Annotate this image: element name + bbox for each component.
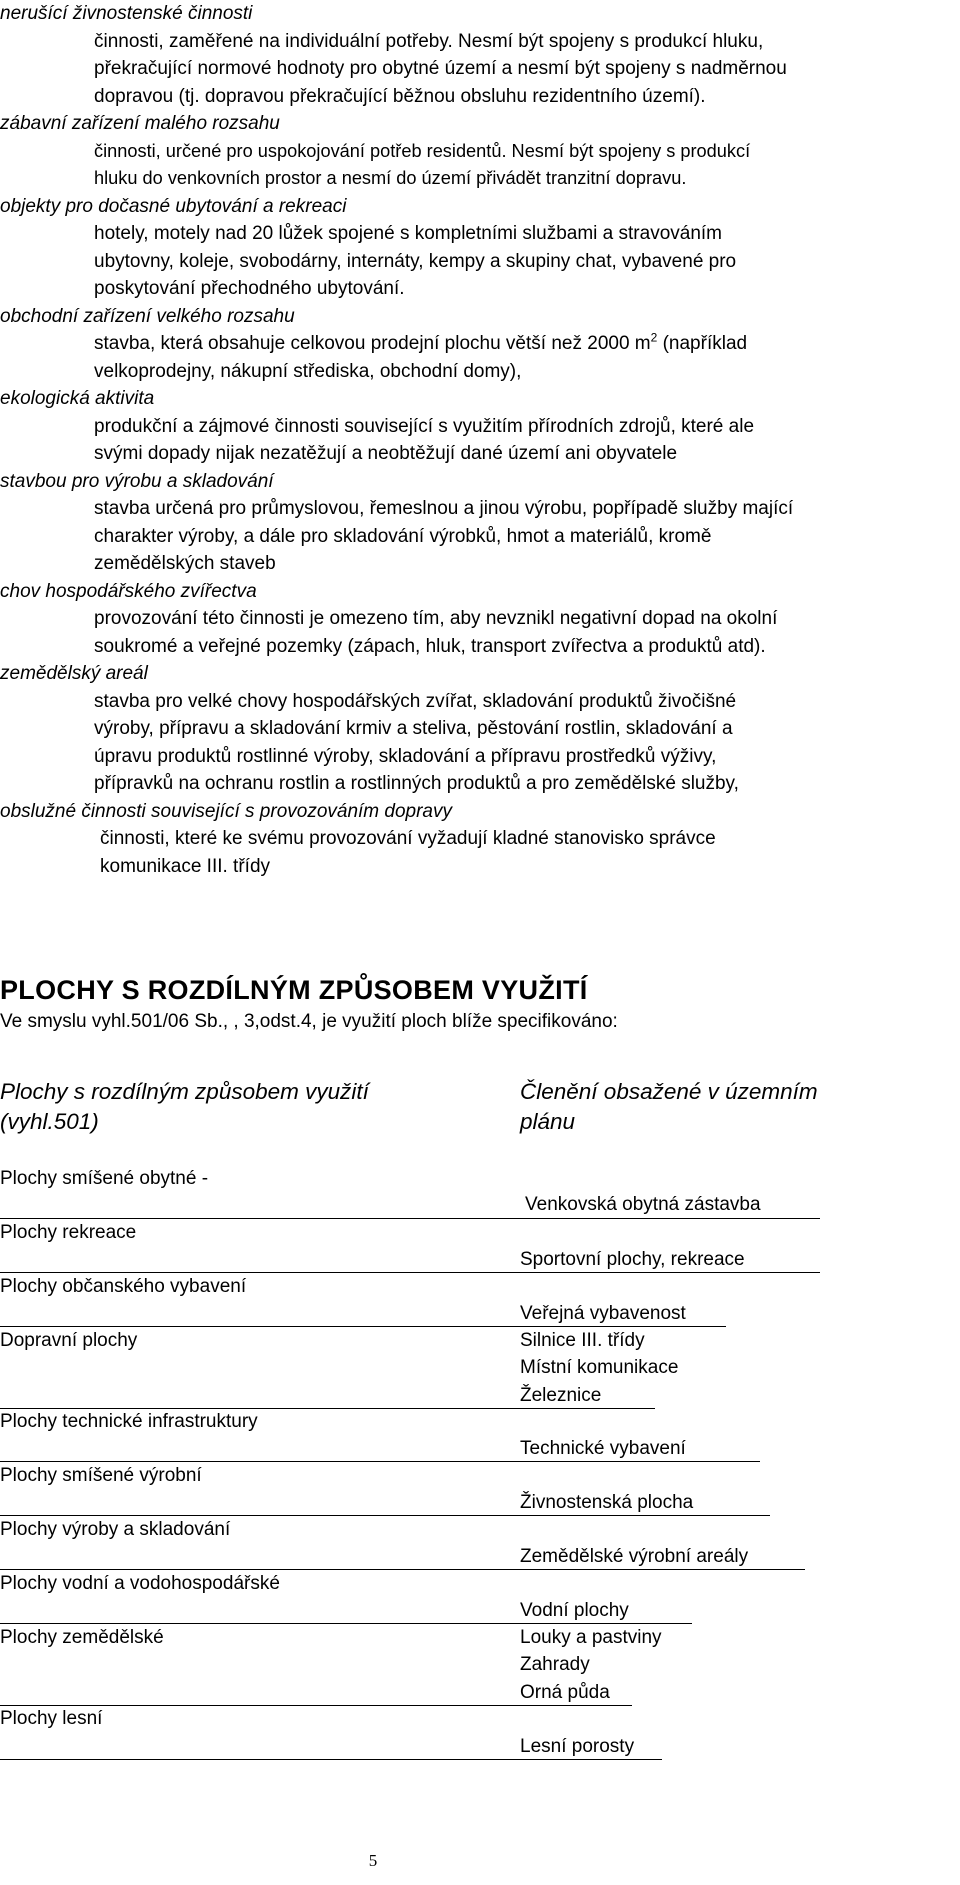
table-cell-right: Železnice [520, 1385, 602, 1406]
definition-text: činnosti, určené pro uspokojování potřeb residentů. Nesmí být spojeny s produkcí [94, 140, 751, 161]
definition-text-part: stavba, která obsahuje celkovou prodejní plochu větší než 2000 m [94, 333, 651, 354]
table-cell-left: Plochy občanského vybavení [0, 1276, 247, 1297]
definition-term: obslužné činnosti související s provozováním dopravy [0, 800, 453, 822]
table-cell-left: Plochy smíšené obytné - [0, 1168, 209, 1189]
definition-text: zemědělských staveb [94, 553, 276, 574]
column-heading-line: plánu [520, 1109, 576, 1134]
column-heading-line: Členění obsažené v územním [520, 1079, 818, 1104]
table-cell-left: Plochy smíšené výrobní [0, 1465, 202, 1486]
definition-term: ekologická aktivita [0, 388, 155, 409]
table-cell-right: Zahrady [520, 1654, 590, 1675]
definition-text: ubytovny, koleje, svobodárny, internáty, kempy a skupiny chat, vybavené pro [94, 250, 737, 272]
definition-term: obchodní zařízení velkého rozsahu [0, 305, 295, 327]
table-cell-right: Technické vybavení [520, 1438, 686, 1459]
definition-text [0, 330, 960, 358]
row-divider [0, 1623, 692, 1624]
definition-text: hluku do venkovních prostor a nesmí do území přivádět tranzitní dopravu. [94, 168, 687, 188]
definition-text: produkční a zájmové činnosti související s využitím přírodních zdrojů, které ale [94, 415, 755, 437]
table-cell-right: Veřejná vybavenost [520, 1303, 686, 1324]
definition-text: činnosti, které ke svému provozování vyžadují kladné stanovisko správce [100, 828, 716, 849]
table-cell-right: Louky a pastviny [520, 1627, 662, 1648]
row-divider [0, 1515, 770, 1516]
table-cell-left: Plochy technické infrastruktury [0, 1411, 258, 1432]
definition-text: svými dopady nijak nezatěžují a neobtěžují dané území ani obyvatele [94, 443, 678, 464]
superscript: 2 [650, 330, 658, 345]
table-cell-right: Silnice III. třídy [520, 1330, 645, 1351]
table-cell-right: Orná půda [520, 1682, 610, 1703]
row-divider [0, 1569, 805, 1570]
row-divider [0, 1759, 662, 1760]
definition-text: stavba pro velké chovy hospodářských zvířat, skladování produktů živočišné [94, 690, 737, 712]
definition-text: charakter výroby, a dále pro skladování výrobků, hmot a materiálů, kromě [94, 525, 712, 547]
section-heading: PLOCHY S ROZDÍLNÝM ZPŮSOBEM VYUŽITÍ [0, 975, 588, 1005]
definition-text: hotely, motely nad 20 lůžek spojené s kompletními službami a stravováním [94, 223, 723, 244]
definition-text: dopravou (tj. dopravou překračující běžnou obsluhu rezidentního území). [94, 85, 706, 107]
table-cell-right: Venkovská obytná zástavba [525, 1194, 761, 1215]
definition-text: přípravků na ochranu rostlin a rostlinných produktů a pro zemědělské služby, [94, 773, 739, 794]
definition-term: zábavní zařízení malého rozsahu [0, 113, 280, 134]
row-divider [0, 1218, 820, 1219]
table-cell-right: Lesní porosty [520, 1736, 635, 1757]
definition-term: chov hospodářského zvířectva [0, 580, 257, 602]
definition-text: výroby, přípravu a skladování krmiv a steliva, pěstování rostlin, skladování a [94, 718, 733, 739]
definition-term: nerušící živnostenské činnosti [0, 3, 253, 24]
definition-text: provozování této činnosti je omezeno tím, aby nevznikl negativní dopad na okolní [94, 608, 778, 629]
table-cell-left: Plochy výroby a skladování [0, 1519, 231, 1540]
column-heading-line: (vyhl.501) [0, 1109, 99, 1134]
row-divider [0, 1408, 655, 1409]
row-divider [0, 1326, 726, 1327]
page-number: 5 [368, 1851, 378, 1870]
row-divider [0, 1705, 632, 1706]
row-divider [0, 1272, 820, 1273]
table-cell-right: Sportovní plochy, rekreace [520, 1249, 745, 1270]
table-cell-right: Vodní plochy [520, 1600, 629, 1621]
column-heading-right [520, 1077, 818, 1137]
table-cell-right: Zemědělské výrobní areály [520, 1546, 749, 1567]
definition-text: úpravu produktů rostlinné výroby, skladování a přípravu prostředků výživy, [94, 745, 717, 767]
table-cell-left: Plochy rekreace [0, 1222, 137, 1243]
row-divider [0, 1461, 760, 1462]
section-intro: Ve smyslu vyhl.501/06 Sb., , 3,odst.4, je využití ploch blíže specifikováno: [0, 1011, 618, 1032]
table-cell-left: Plochy zemědělské [0, 1627, 164, 1648]
definition-term: zemědělský areál [0, 663, 148, 684]
column-heading-left [0, 1077, 369, 1137]
definitions-list [0, 0, 960, 880]
table-cell-right: Místní komunikace [520, 1357, 679, 1378]
column-heading-line: Plochy s rozdílným způsobem využití [0, 1079, 369, 1104]
definition-text: soukromé a veřejné pozemky (zápach, hluk, transport zvířectva a produktů atd). [94, 635, 766, 657]
table-cell-left: Plochy lesní [0, 1708, 103, 1729]
definition-term: objekty pro dočasné ubytování a rekreaci [0, 195, 347, 217]
definition-text: poskytování přechodného ubytování. [94, 278, 405, 299]
table-cell-left: Dopravní plochy [0, 1330, 138, 1351]
definition-text: stavba určená pro průmyslovou, řemeslnou a jinou výrobu, popřípadě služby mající [94, 498, 794, 519]
definition-text: velkoprodejny, nákupní střediska, obchodní domy), [94, 360, 522, 382]
definition-text-part: (například [657, 333, 748, 354]
definition-text: překračující normové hodnoty pro obytné území a nesmí být spojeny s nadměrnou [94, 58, 787, 79]
definition-term: stavbou pro výrobu a skladování [0, 470, 274, 492]
definition-text: činnosti, zaměřené na individuální potřeby. Nesmí být spojeny s produkcí hluku, [94, 30, 764, 52]
table-cell-left: Plochy vodní a vodohospodářské [0, 1573, 280, 1594]
table-cell-right: Živnostenská plocha [520, 1492, 694, 1513]
definition-text: komunikace III. třídy [100, 855, 271, 877]
